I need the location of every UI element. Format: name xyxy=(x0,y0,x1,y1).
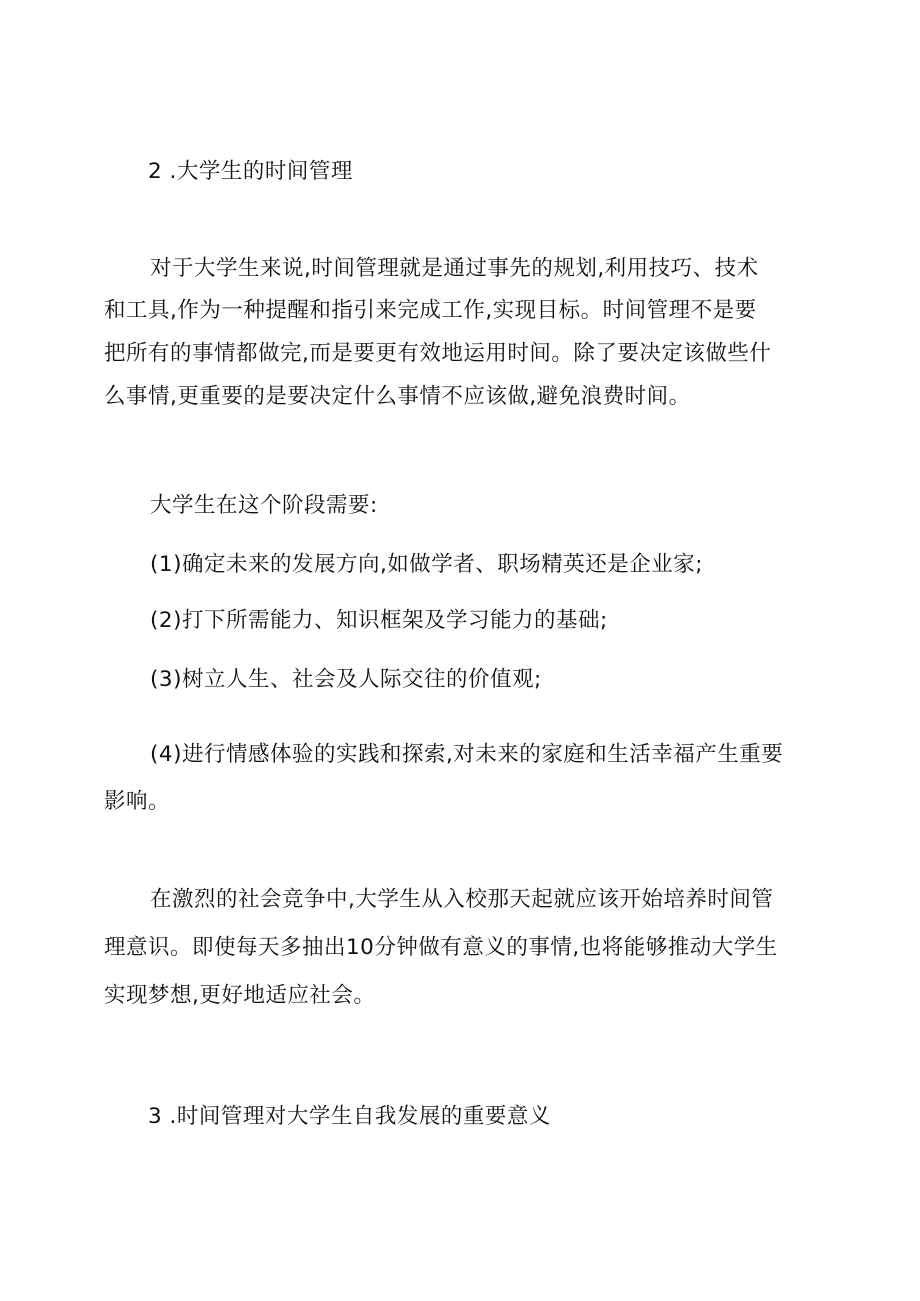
paragraph-line: 把所有的事情都做完,而是要更有效地运用时间。除了要决定该做些什 xyxy=(104,341,772,366)
paragraph-line: 和工具,作为一种提醒和指引来完成工作,实现目标。时间管理不是要 xyxy=(104,298,757,323)
section-heading-3: 3 .时间管理对大学生自我发展的重要意义 xyxy=(148,1104,551,1129)
paragraph-line: 对于大学生来说,时间管理就是通过事先的规划,利用技巧、技术 xyxy=(150,256,759,281)
paragraph-needs-lead: 大学生在这个阶段需要: xyxy=(150,493,378,518)
paragraph-line: 在激烈的社会竞争中,大学生从入校那天起就应该开始培养时间管 xyxy=(150,887,774,912)
paragraph-line: 实现梦想,更好地适应社会。 xyxy=(104,983,376,1008)
paragraph-line: 理意识。即使每天多抽出10分钟做有意义的事情,也将能够推动大学生 xyxy=(104,935,778,960)
list-item-line: (4)进行情感体验的实践和探索,对未来的家庭和生活幸福产生重要 xyxy=(150,742,784,767)
section-heading-2: 2 .大学生的时间管理 xyxy=(148,159,353,184)
list-item: (1)确定未来的发展方向,如做学者、职场精英还是企业家; xyxy=(150,552,704,577)
list-item: (3)树立人生、社会及人际交往的价值观; xyxy=(150,667,542,692)
paragraph-line: 么事情,更重要的是要决定什么事情不应该做,避免浪费时间。 xyxy=(104,384,691,409)
list-item: (2)打下所需能力、知识框架及学习能力的基础; xyxy=(150,608,608,633)
list-item-line: 影响。 xyxy=(104,789,171,814)
